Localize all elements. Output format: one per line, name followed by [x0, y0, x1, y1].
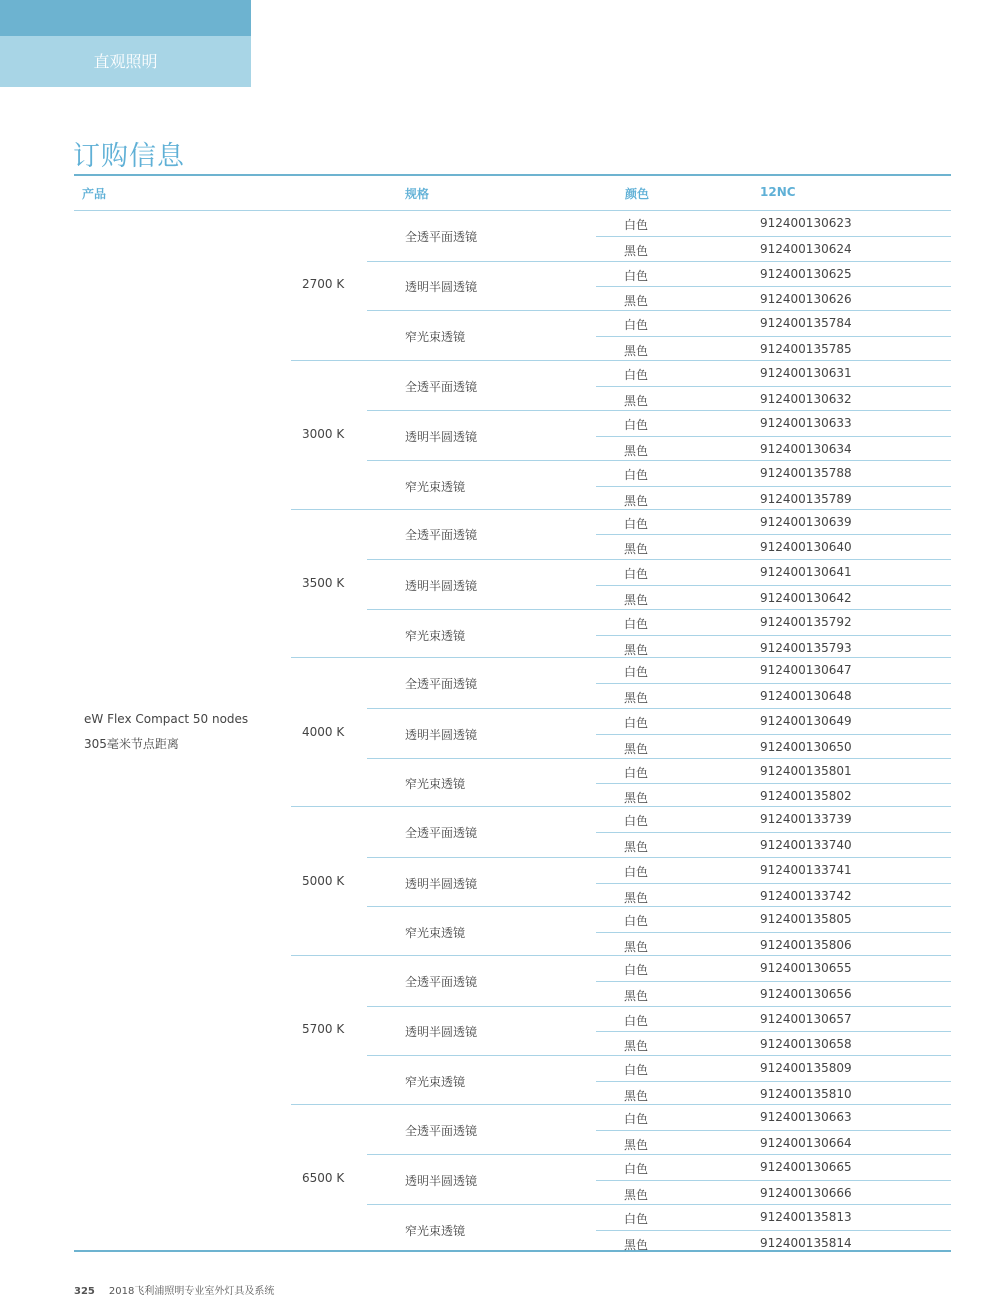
header-spec: 规格 — [405, 187, 430, 201]
temp-group — [291, 1104, 951, 1254]
spec-block — [367, 1204, 951, 1255]
table-row — [596, 807, 951, 832]
color-cell: 白色 — [624, 1211, 649, 1226]
spec-name: 全透平面透镜 — [405, 528, 478, 543]
nc-cell: 912400135806 — [760, 938, 852, 953]
table-row — [596, 211, 951, 236]
nc-cell: 912400133741 — [760, 862, 852, 877]
nc-cell: 912400135785 — [760, 341, 852, 356]
table-row — [596, 461, 951, 486]
color-cell: 黑色 — [624, 1088, 649, 1103]
nc-cell: 912400135805 — [760, 912, 852, 927]
table-row — [596, 436, 951, 462]
nc-cell: 912400135789 — [760, 491, 852, 506]
spec-name: 窄光束透镜 — [405, 479, 466, 494]
color-cell: 白色 — [624, 218, 649, 232]
color-temperature: 2700 K — [302, 277, 345, 292]
spec-name: 窄光束透镜 — [405, 628, 466, 643]
color-cell: 黑色 — [624, 741, 649, 756]
spec-name: 全透平面透镜 — [405, 379, 478, 394]
spec-name: 窄光束透镜 — [405, 926, 466, 941]
nc-cell: 912400130656 — [760, 986, 852, 1001]
nc-cell: 912400130648 — [760, 689, 852, 704]
nc-cell: 912400130632 — [760, 391, 852, 406]
temp-group — [291, 211, 951, 360]
color-cell: 黑色 — [624, 294, 649, 309]
nc-cell: 912400130665 — [760, 1160, 852, 1175]
color-cell: 白色 — [624, 715, 649, 730]
spec-block — [367, 559, 951, 610]
table-row — [596, 1130, 951, 1156]
color-cell: 黑色 — [624, 1188, 649, 1203]
spec-block — [367, 807, 951, 857]
table-row — [596, 585, 951, 611]
color-cell: 白色 — [624, 1111, 649, 1126]
nc-cell: 912400135810 — [760, 1086, 852, 1101]
color-cell: 白色 — [624, 665, 649, 680]
nc-cell: 912400130640 — [760, 540, 852, 555]
product-line-2: 305毫米节点距离 — [84, 737, 179, 751]
table-row — [596, 1180, 951, 1206]
spec-name: 透明半圆透镜 — [405, 876, 478, 891]
nc-cell: 912400130649 — [760, 713, 852, 728]
spec-name: 透明半圆透镜 — [405, 1174, 478, 1189]
table-row — [596, 759, 951, 784]
table-row — [596, 262, 951, 287]
color-temperature: 4000 K — [302, 724, 345, 739]
nc-cell: 912400130641 — [760, 565, 852, 580]
nc-cell: 912400135788 — [760, 465, 852, 480]
color-temperature: 3500 K — [302, 575, 345, 590]
table-row — [596, 1031, 951, 1057]
color-cell: 黑色 — [624, 839, 649, 854]
color-cell: 黑色 — [624, 243, 649, 258]
table-row — [596, 981, 951, 1007]
spec-block — [367, 758, 951, 809]
nc-cell: 912400130626 — [760, 292, 852, 307]
table-row — [596, 534, 951, 560]
nc-cell: 912400130642 — [760, 590, 852, 605]
header-tab-bar — [0, 0, 251, 36]
table-row — [596, 734, 951, 760]
nc-cell: 912400130663 — [760, 1109, 852, 1124]
nc-cell: 912400135802 — [760, 789, 852, 804]
color-temperature: 3000 K — [302, 427, 345, 442]
table-row — [596, 1155, 951, 1180]
color-cell: 黑色 — [624, 691, 649, 706]
table-row — [596, 1105, 951, 1130]
table-row — [596, 236, 951, 262]
color-cell: 白色 — [624, 1063, 649, 1078]
table-row — [596, 956, 951, 981]
page-number: 325 — [74, 1286, 95, 1297]
nc-cell: 912400133740 — [760, 837, 852, 852]
spec-name: 透明半圆透镜 — [405, 1025, 478, 1040]
color-cell: 黑色 — [624, 542, 649, 557]
nc-cell: 912400135801 — [760, 763, 852, 778]
nc-cell: 912400130647 — [760, 663, 852, 678]
table-row — [596, 510, 951, 535]
header-12nc: 12NC — [760, 185, 796, 199]
color-temperature: 5700 K — [302, 1022, 345, 1037]
spec-block — [367, 609, 951, 660]
color-temperature: 5000 K — [302, 873, 345, 888]
product-name — [84, 707, 294, 757]
color-cell: 白色 — [624, 1013, 649, 1028]
spec-block — [367, 708, 951, 759]
spec-name: 全透平面透镜 — [405, 229, 478, 244]
footer-text: 2018飞利浦照明专业室外灯具及系统 — [108, 1286, 275, 1297]
spec-name: 透明半圆透镜 — [405, 280, 478, 295]
spec-name: 全透平面透镜 — [405, 974, 478, 989]
nc-cell: 912400135792 — [760, 614, 852, 629]
table-row — [596, 286, 951, 312]
spec-block — [367, 410, 951, 461]
color-cell: 黑色 — [624, 791, 649, 806]
table-body — [74, 211, 951, 1252]
temp-group — [291, 806, 951, 956]
color-cell: 黑色 — [624, 1137, 649, 1152]
color-cell: 黑色 — [624, 988, 649, 1003]
product-line-1: eW Flex Compact 50 nodes — [84, 712, 249, 726]
header-color: 颜色 — [625, 187, 650, 201]
spec-block — [367, 1055, 951, 1106]
nc-cell: 912400130625 — [760, 266, 852, 281]
table-row — [596, 361, 951, 386]
section-tab: 直观照明 — [0, 36, 251, 87]
color-cell: 白色 — [624, 268, 649, 283]
nc-cell: 912400135784 — [760, 316, 852, 331]
header-product: 产品 — [82, 187, 107, 201]
nc-cell: 912400130655 — [760, 961, 852, 975]
spec-name: 透明半圆透镜 — [405, 430, 478, 445]
table-row — [596, 907, 951, 932]
order-table — [74, 174, 951, 1252]
table-row — [596, 1230, 951, 1256]
color-cell: 白色 — [624, 765, 649, 780]
nc-cell: 912400130650 — [760, 739, 852, 754]
color-cell: 黑色 — [624, 1237, 649, 1252]
color-cell: 黑色 — [624, 592, 649, 607]
color-cell: 白色 — [624, 914, 649, 929]
nc-cell: 912400133742 — [760, 888, 852, 903]
table-row — [596, 1205, 951, 1230]
table-row — [596, 683, 951, 709]
spec-block — [367, 1006, 951, 1057]
color-cell: 白色 — [624, 516, 649, 531]
color-temperature: 6500 K — [302, 1171, 345, 1186]
nc-cell: 912400130633 — [760, 416, 852, 431]
nc-cell: 912400130664 — [760, 1135, 852, 1150]
table-row — [596, 858, 951, 883]
table-row — [596, 658, 951, 683]
nc-cell: 912400135793 — [760, 640, 852, 655]
color-cell: 黑色 — [624, 444, 649, 459]
spec-block — [367, 310, 951, 361]
spec-name: 窄光束透镜 — [405, 1074, 466, 1089]
spec-block — [367, 658, 951, 708]
table-row — [596, 883, 951, 909]
color-cell: 白色 — [624, 467, 649, 482]
table-header — [74, 174, 951, 211]
temp-group — [291, 509, 951, 659]
spec-block — [367, 211, 951, 261]
color-cell: 白色 — [624, 963, 649, 977]
nc-cell: 912400130623 — [760, 216, 852, 230]
color-cell: 黑色 — [624, 393, 649, 408]
color-cell: 白色 — [624, 864, 649, 879]
color-cell: 黑色 — [624, 493, 649, 508]
spec-name: 窄光束透镜 — [405, 329, 466, 344]
table-row — [596, 336, 951, 362]
nc-cell: 912400135809 — [760, 1061, 852, 1076]
spec-name: 全透平面透镜 — [405, 1123, 478, 1138]
page-footer — [74, 1282, 274, 1297]
spec-block — [367, 857, 951, 908]
table-row — [596, 610, 951, 635]
color-cell: 黑色 — [624, 642, 649, 657]
color-cell: 黑色 — [624, 1039, 649, 1054]
color-cell: 白色 — [624, 616, 649, 631]
nc-cell: 912400130666 — [760, 1186, 852, 1201]
color-cell: 白色 — [624, 367, 649, 382]
table-row — [596, 411, 951, 436]
color-cell: 白色 — [624, 814, 649, 829]
nc-cell: 912400135814 — [760, 1235, 852, 1250]
temp-group — [291, 955, 951, 1105]
color-cell: 黑色 — [624, 940, 649, 955]
color-cell: 白色 — [624, 318, 649, 333]
table-row — [596, 560, 951, 585]
page-title: 订购信息 — [73, 141, 185, 172]
table-row — [596, 832, 951, 858]
spec-name: 透明半圆透镜 — [405, 578, 478, 593]
temp-group — [291, 360, 951, 510]
nc-cell: 912400135813 — [760, 1209, 852, 1224]
table-row — [596, 311, 951, 336]
nc-cell: 912400133739 — [760, 812, 852, 827]
color-cell: 白色 — [624, 418, 649, 433]
spec-block — [367, 1154, 951, 1205]
spec-name: 窄光束透镜 — [405, 1223, 466, 1238]
spec-block — [367, 510, 951, 560]
color-cell: 黑色 — [624, 343, 649, 358]
nc-cell: 912400130639 — [760, 514, 852, 529]
spec-block — [367, 956, 951, 1006]
spec-name: 全透平面透镜 — [405, 677, 478, 692]
color-cell: 白色 — [624, 1162, 649, 1177]
table-row — [596, 386, 951, 412]
table-row — [596, 709, 951, 734]
table-row — [596, 1056, 951, 1081]
spec-block — [367, 1105, 951, 1155]
color-cell: 黑色 — [624, 890, 649, 905]
spec-block — [367, 906, 951, 957]
nc-cell: 912400130634 — [760, 442, 852, 457]
nc-cell: 912400130624 — [760, 241, 852, 256]
spec-block — [367, 261, 951, 312]
color-cell: 白色 — [624, 567, 649, 582]
spec-name: 窄光束透镜 — [405, 777, 466, 792]
nc-cell: 912400130631 — [760, 365, 852, 380]
temp-group — [291, 657, 951, 807]
nc-cell: 912400130658 — [760, 1037, 852, 1052]
table-row — [596, 1007, 951, 1032]
spec-block — [367, 361, 951, 411]
nc-cell: 912400130657 — [760, 1011, 852, 1026]
spec-block — [367, 460, 951, 511]
spec-name: 透明半圆透镜 — [405, 727, 478, 742]
spec-name: 全透平面透镜 — [405, 825, 478, 840]
